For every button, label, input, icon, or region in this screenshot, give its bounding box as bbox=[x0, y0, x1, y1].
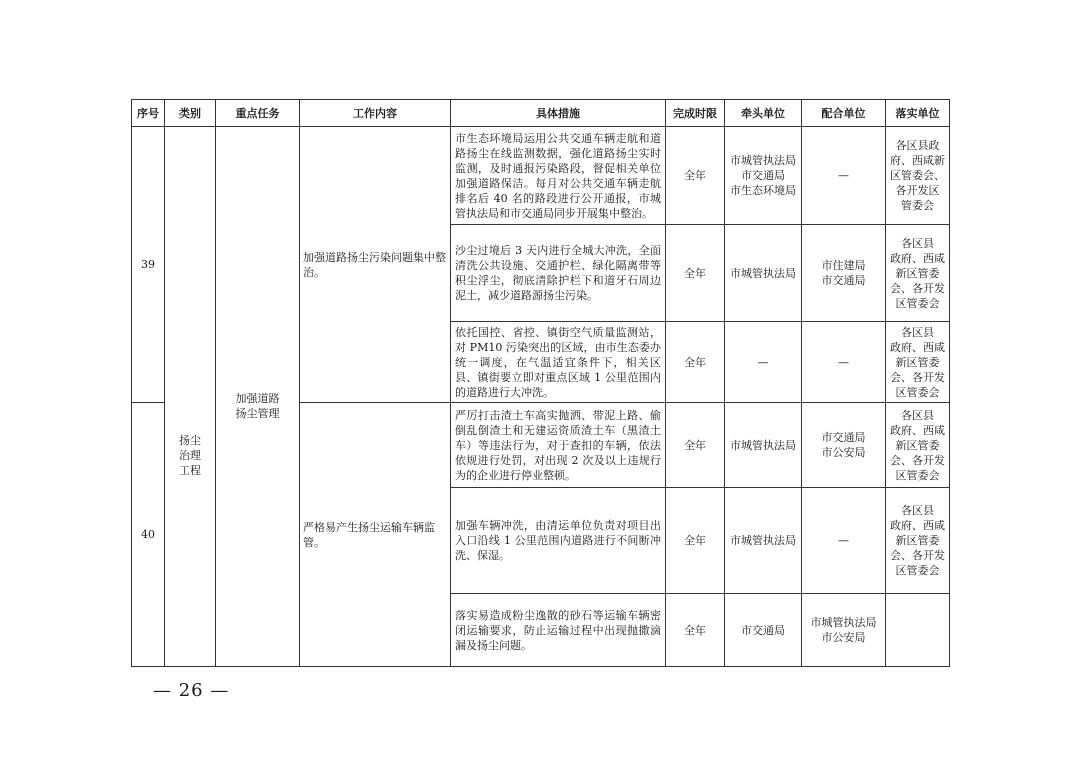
coop-cell: — bbox=[802, 488, 886, 594]
lead-cell: — bbox=[725, 322, 802, 403]
coop-cell: — bbox=[802, 127, 886, 225]
header-deadline: 完成时限 bbox=[666, 100, 725, 127]
table-row bbox=[132, 127, 950, 225]
header-content: 工作内容 bbox=[300, 100, 451, 127]
header-no: 序号 bbox=[132, 100, 165, 127]
table-header-row bbox=[132, 100, 950, 127]
deadline-cell: 全年 bbox=[666, 322, 725, 403]
category-cell bbox=[165, 127, 216, 667]
row-number: 40 bbox=[132, 403, 165, 667]
coop-cell: 市交通局 市公安局 bbox=[802, 403, 886, 488]
measure-cell: 沙尘过境后 3 天内进行全城大冲洗，全面清洗公共设施、交通护栏、绿化隔离带等积尘浮尘，彻底清除护栏下和道牙石周边泥土，减少道路源扬尘污染。 bbox=[451, 225, 666, 322]
lead-cell: 市城管执法局 bbox=[725, 488, 802, 594]
impl-cell bbox=[886, 594, 950, 667]
measure-cell: 依托国控、省控、镇街空气质量监测站，对 PM10 污染突出的区域，由市生态委办统一调度，在气温适宜条件下，相关区县、镇街要立即对重点区域 1 公里范围内的道路进行大冲洗。 bbox=[451, 322, 666, 403]
task-cell bbox=[216, 127, 300, 667]
deadline-cell: 全年 bbox=[666, 127, 725, 225]
category-text: 扬尘 治理 工程 bbox=[179, 434, 201, 477]
impl-cell: 各区县 政府、西咸 新区管委 会、各开发 区管委会 bbox=[886, 322, 950, 403]
coop-cell: — bbox=[802, 322, 886, 403]
task-text: 加强道路 扬尘管理 bbox=[235, 391, 280, 420]
deadline-cell: 全年 bbox=[666, 225, 725, 322]
lead-cell: 市城管执法局 市交通局 市生态环境局 bbox=[725, 127, 802, 225]
lead-cell: 市城管执法局 bbox=[725, 225, 802, 322]
measure-cell: 加强车辆冲洗，由清运单位负责对项目出入口沿线 1 公里范围内道路进行不间断冲洗、保湿。 bbox=[451, 488, 666, 594]
header-lead: 牵头单位 bbox=[725, 100, 802, 127]
content-cell: 加强道路扬尘污染问题集中整治。 bbox=[300, 127, 451, 403]
measures-table bbox=[131, 99, 950, 667]
header-measure: 具体措施 bbox=[451, 100, 666, 127]
deadline-cell: 全年 bbox=[666, 403, 725, 488]
measure-cell: 市生态环境局运用公共交通车辆走航和道路扬尘在线监测数据，强化道路扬尘实时监测，及时通报污染路段，督促相关单位加强道路保洁。每月对公共交通车辆走航排名后 40 名的路段进行公开通报，市城管执法局和市交通局同步开展集中整治。 bbox=[451, 127, 666, 225]
measure-cell: 严厉打击渣土车高实抛洒、带泥上路、偷倒乱倒渣土和无建运资质渣土车（黑渣土车）等违法行为，对于查扣的车辆，依法依规进行处罚，对出现 2 次及以上违规行为的企业进行停业整顿。 bbox=[451, 403, 666, 488]
header-coop: 配合单位 bbox=[802, 100, 886, 127]
header-task: 重点任务 bbox=[216, 100, 300, 127]
lead-cell: 市交通局 bbox=[725, 594, 802, 667]
deadline-cell: 全年 bbox=[666, 594, 725, 667]
deadline-cell: 全年 bbox=[666, 488, 725, 594]
measure-cell: 落实易造成粉尘逸散的砂石等运输车辆密闭运输要求，防止运输过程中出现抛撒滴漏及扬尘问题。 bbox=[451, 594, 666, 667]
coop-cell: 市城管执法局 市公安局 bbox=[802, 594, 886, 667]
impl-cell: 各区县 政府、西咸 新区管委 会、各开发 区管委会 bbox=[886, 488, 950, 594]
row-number: 39 bbox=[132, 127, 165, 403]
content-cell: 严格易产生扬尘运输车辆监管。 bbox=[300, 403, 451, 667]
header-category: 类别 bbox=[165, 100, 216, 127]
page-number: — 26 — bbox=[153, 680, 230, 701]
coop-cell: 市住建局 市交通局 bbox=[802, 225, 886, 322]
header-impl: 落实单位 bbox=[886, 100, 950, 127]
impl-cell: 各区县 政府、西咸 新区管委 会、各开发 区管委会 bbox=[886, 225, 950, 322]
impl-cell: 各区县 政府、西咸 新区管委 会、各开发 区管委会 bbox=[886, 403, 950, 488]
lead-cell: 市城管执法局 bbox=[725, 403, 802, 488]
impl-cell: 各区县政 府、西咸新 区管委会、 各开发区 管委会 bbox=[886, 127, 950, 225]
